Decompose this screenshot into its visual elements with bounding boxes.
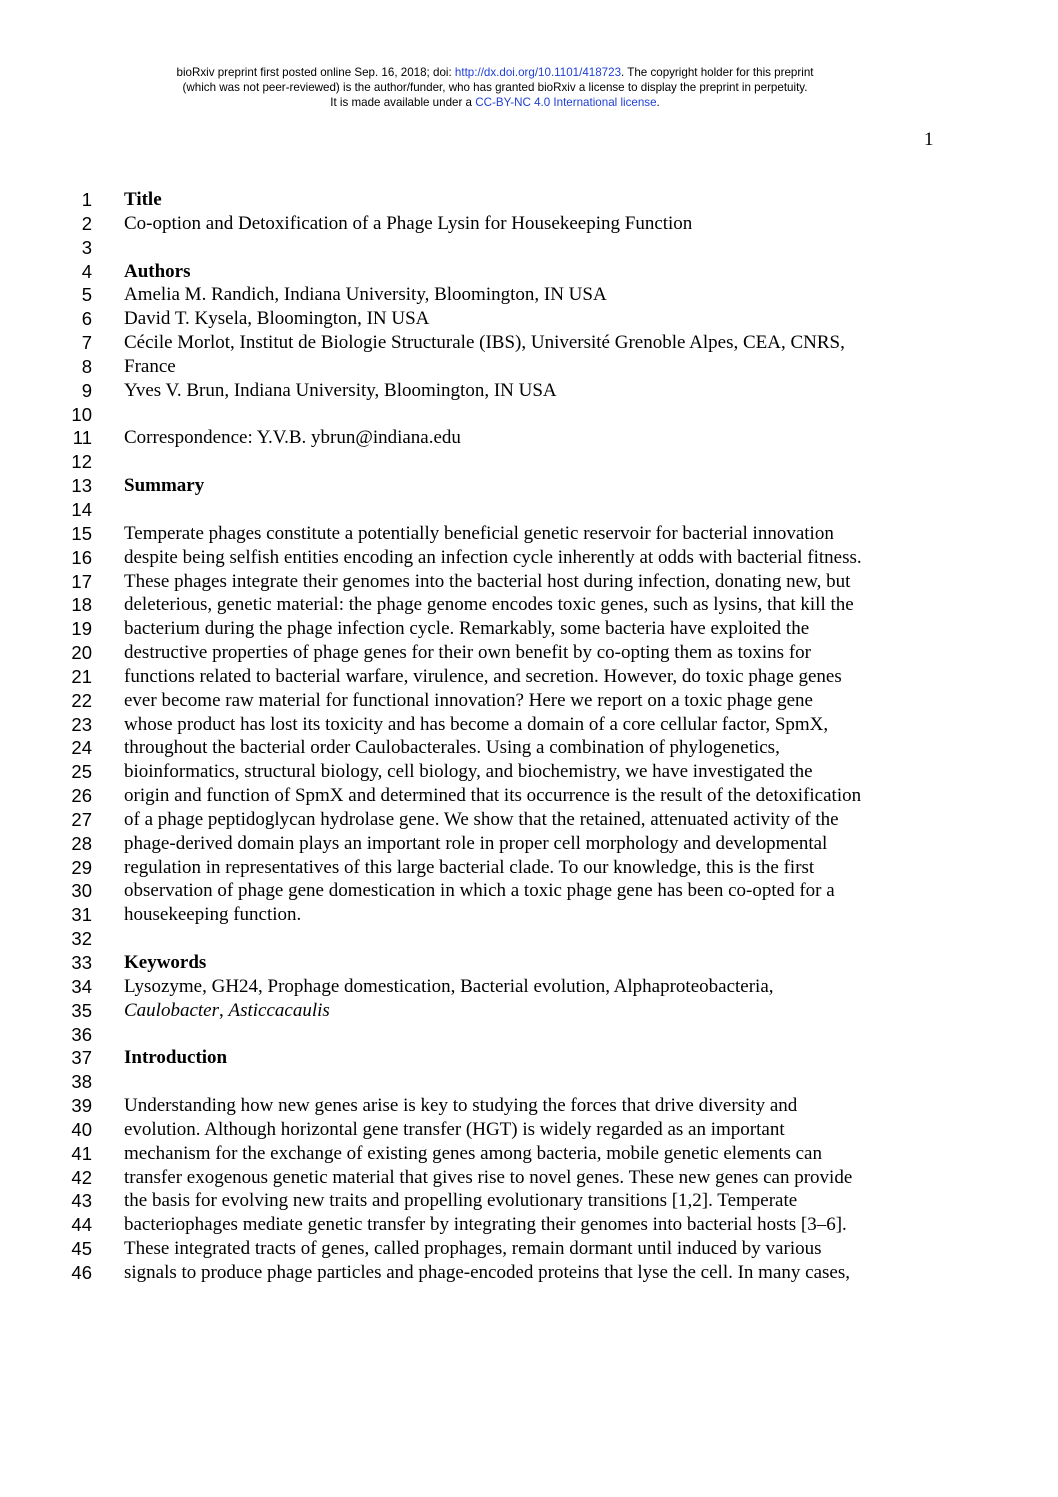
header-line-1: bioRxiv preprint first posted online Sep. 16, 2018; doi: http://dx.doi.org/10.1101/418723. The copyright holder for this preprint <box>176 66 814 79</box>
manuscript-line <box>0 450 1058 474</box>
manuscript-line <box>0 856 1058 880</box>
manuscript-line <box>0 760 1058 784</box>
line-number: 9 <box>81 379 92 401</box>
line-number: 43 <box>71 1190 92 1212</box>
line-number: 7 <box>81 332 92 354</box>
doi-link[interactable]: http://dx.doi.org/10.1101/418723 <box>454 66 622 79</box>
manuscript-line <box>0 1070 1058 1094</box>
manuscript-line <box>0 331 1058 355</box>
line-number: 8 <box>81 355 92 377</box>
line-text: despite being selfish entities encoding an infection cycle inherently at odds with bacterial fitness. <box>124 546 862 568</box>
line-number: 31 <box>71 904 92 926</box>
line-number: 2 <box>81 212 92 234</box>
line-number: 40 <box>71 1118 92 1140</box>
line-text: France <box>124 355 176 377</box>
line-number: 5 <box>81 284 92 306</box>
line-text: phage-derived domain plays an important role in proper cell morphology and developmental <box>124 832 828 854</box>
manuscript-line <box>0 283 1058 307</box>
line-text: observation of phage gene domestication in which a toxic phage gene has been co-opted for a <box>124 880 835 902</box>
line-number: 28 <box>71 832 92 854</box>
manuscript-line <box>0 736 1058 760</box>
manuscript-line <box>0 1118 1058 1142</box>
manuscript-line <box>0 307 1058 331</box>
line-number: 6 <box>81 308 92 330</box>
manuscript-line <box>0 1237 1058 1261</box>
line-text: Correspondence: Y.V.B. ybrun@indiana.edu <box>124 427 461 449</box>
manuscript-line <box>0 1213 1058 1237</box>
line-number: 1 <box>81 189 92 210</box>
line-text: whose product has lost its toxicity and has become a domain of a core cellular factor, SpmX, <box>124 713 829 735</box>
line-number: 46 <box>71 1261 92 1283</box>
manuscript-line <box>0 1094 1058 1118</box>
line-text: Lysozyme, GH24, Prophage domestication, Bacterial evolution, Alphaproteobacteria, <box>124 975 774 997</box>
line-number: 42 <box>71 1166 92 1188</box>
manuscript-line <box>0 641 1058 665</box>
line-number: 33 <box>71 952 92 973</box>
section-heading: Introduction <box>124 1047 228 1069</box>
line-number: 27 <box>71 808 92 830</box>
manuscript-line <box>0 617 1058 641</box>
line-number: 44 <box>71 1214 92 1236</box>
manuscript-line <box>0 903 1058 927</box>
line-text: Cécile Morlot, Institut de Biologie Structurale (IBS), Université Grenoble Alpes, CEA, CNRS, <box>124 332 845 354</box>
line-number: 3 <box>81 236 92 258</box>
preprint-header <box>0 65 990 110</box>
line-text: transfer exogenous genetic material that gives rise to novel genes. These new genes can provide <box>124 1166 853 1188</box>
line-number: 25 <box>71 761 92 783</box>
manuscript-line <box>0 1166 1058 1190</box>
line-text: Understanding how new genes arise is key to studying the forces that drive diversity and <box>124 1095 798 1117</box>
line-number: 38 <box>71 1071 92 1093</box>
line-text: Co-option and Detoxification of a Phage Lysin for Housekeeping Function <box>124 212 693 234</box>
manuscript-line <box>0 570 1058 594</box>
manuscript-line <box>0 951 1058 975</box>
line-number: 13 <box>71 475 92 497</box>
manuscript-line <box>0 379 1058 403</box>
manuscript-line <box>0 1142 1058 1166</box>
line-number: 18 <box>71 594 92 616</box>
line-number: 17 <box>71 570 92 592</box>
manuscript-line <box>0 1189 1058 1213</box>
manuscript-line <box>0 355 1058 379</box>
line-number: 16 <box>71 546 92 568</box>
line-number: 20 <box>71 642 92 664</box>
manuscript-line <box>0 832 1058 856</box>
section-heading: Summary <box>124 475 205 497</box>
section-heading: Authors <box>124 260 191 282</box>
line-number: 45 <box>71 1238 92 1260</box>
manuscript-line <box>0 1261 1058 1285</box>
line-text: David T. Kysela, Bloomington, IN USA <box>124 308 430 330</box>
manuscript-line <box>0 474 1058 498</box>
line-number: 32 <box>71 928 92 950</box>
manuscript-line <box>0 1046 1058 1070</box>
line-number: 19 <box>71 618 92 640</box>
line-text: signals to produce phage particles and phage-encoded proteins that lyse the cell. In many cases, <box>124 1261 850 1283</box>
line-text: These integrated tracts of genes, called prophages, remain dormant until induced by various <box>124 1238 822 1260</box>
line-number: 10 <box>71 403 92 425</box>
line-number: 4 <box>81 260 92 282</box>
line-number: 36 <box>71 1023 92 1045</box>
line-text: origin and function of SpmX and determined that its occurrence is the result of the detoxification <box>124 785 862 807</box>
line-text: Caulobacter, Asticcacaulis <box>124 999 330 1021</box>
manuscript-line <box>0 975 1058 999</box>
line-number: 35 <box>71 999 92 1021</box>
line-text: bacterium during the phage infection cycle. Remarkably, some bacteria have exploited the <box>124 618 810 640</box>
manuscript-line <box>0 403 1058 427</box>
line-text: evolution. Although horizontal gene transfer (HGT) is widely regarded as an important <box>124 1118 785 1140</box>
line-number: 34 <box>71 975 92 997</box>
header-line-3: It is made available under a CC-BY-NC 4.0 International license. <box>330 96 660 109</box>
line-number: 24 <box>71 737 92 759</box>
manuscript-line <box>0 212 1058 236</box>
manuscript-line <box>0 927 1058 951</box>
manuscript-line <box>0 784 1058 808</box>
manuscript-line <box>0 808 1058 832</box>
section-heading: Title <box>124 189 162 210</box>
line-number: 39 <box>71 1095 92 1117</box>
line-text: the basis for evolving new traits and propelling evolutionary transitions [1,2]. Temperate <box>124 1190 798 1212</box>
line-text: regulation in representatives of this large bacterial clade. To our knowledge, this is the first <box>124 856 815 878</box>
line-number: 14 <box>71 498 92 520</box>
line-text: Amelia M. Randich, Indiana University, Bloomington, IN USA <box>124 284 607 306</box>
line-text: bioinformatics, structural biology, cell biology, and biochemistry, we have investigated the <box>124 761 813 783</box>
manuscript-line <box>0 522 1058 546</box>
manuscript-line <box>0 498 1058 522</box>
line-text: bacteriophages mediate genetic transfer by integrating their genomes into bacterial hosts [3–6]. <box>124 1214 847 1236</box>
line-text: housekeeping function. <box>124 904 302 926</box>
manuscript-line <box>0 426 1058 450</box>
manuscript-line <box>0 713 1058 737</box>
numbered-text-body <box>0 188 1058 1285</box>
line-text: throughout the bacterial order Caulobacterales. Using a combination of phylogenetics, <box>124 737 780 759</box>
manuscript-line <box>0 188 1058 212</box>
line-number: 37 <box>71 1047 92 1069</box>
line-number: 23 <box>71 713 92 735</box>
line-text: ever become raw material for functional innovation? Here we report on a toxic phage gene <box>124 689 813 711</box>
line-text: destructive properties of phage genes for their own benefit by co-opting them as toxins for <box>124 642 811 664</box>
line-number: 21 <box>71 665 92 687</box>
line-text: Temperate phages constitute a potentially beneficial genetic reservoir for bacterial innovation <box>124 522 834 544</box>
manuscript-line <box>0 546 1058 570</box>
line-number: 15 <box>71 522 92 544</box>
line-text: mechanism for the exchange of existing genes among bacteria, mobile genetic elements can <box>124 1142 822 1164</box>
line-text: functions related to bacterial warfare, virulence, and secretion. However, do toxic phage genes <box>124 665 842 687</box>
section-heading: Keywords <box>124 952 207 973</box>
manuscript-line <box>0 236 1058 260</box>
line-number: 30 <box>71 880 92 902</box>
manuscript-line <box>0 593 1058 617</box>
manuscript-line <box>0 665 1058 689</box>
line-number: 29 <box>71 856 92 878</box>
manuscript-line <box>0 1023 1058 1047</box>
line-number: 11 <box>72 427 92 449</box>
page-number: 1 <box>924 129 934 150</box>
manuscript-line <box>0 260 1058 284</box>
header-line-2: (which was not peer-reviewed) is the author/funder, who has granted bioRxiv a license to display the preprint in perpetuity. <box>182 81 808 94</box>
line-number: 26 <box>71 785 92 807</box>
line-text: Yves V. Brun, Indiana University, Bloomington, IN USA <box>124 379 557 401</box>
line-text: deleterious, genetic material: the phage genome encodes toxic genes, such as lysins, that kill the <box>124 594 854 616</box>
manuscript-line <box>0 689 1058 713</box>
manuscript-line <box>0 999 1058 1023</box>
line-text: These phages integrate their genomes into the bacterial host during infection, donating new, but <box>124 570 851 592</box>
line-text: of a phage peptidoglycan hydrolase gene. We show that the retained, attenuated activity of the <box>124 808 839 830</box>
manuscript-line <box>0 879 1058 903</box>
line-number: 22 <box>71 689 92 711</box>
license-link[interactable]: CC-BY-NC 4.0 International license <box>475 96 657 109</box>
line-number: 41 <box>71 1142 92 1164</box>
line-number: 12 <box>71 451 92 473</box>
